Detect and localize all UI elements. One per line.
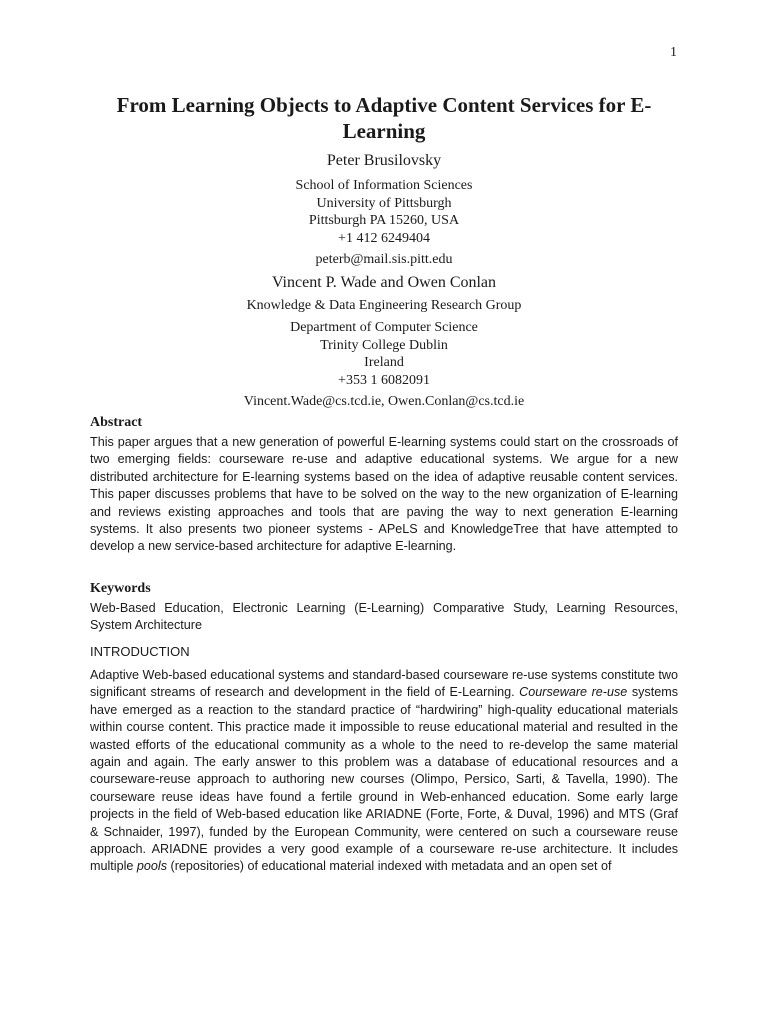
author-1-affiliation bbox=[90, 177, 678, 247]
intro-text-run: (repositories) of educational material indexed with metadata and an open set of bbox=[167, 859, 612, 874]
intro-emphasis-pools: pools bbox=[136, 859, 168, 874]
affiliation-line: +1 412 6249404 bbox=[338, 230, 430, 246]
author-2-email: Vincent.Wade@cs.tcd.ie, Owen.Conlan@cs.tcd.ie bbox=[243, 394, 525, 409]
abstract-heading: Abstract bbox=[90, 415, 143, 430]
paper-title: From Learning Objects to Adaptive Content Services for E-Learning bbox=[116, 93, 652, 143]
affiliation-line: Department of Computer Science bbox=[290, 320, 478, 335]
affiliation-line: +353 1 6082091 bbox=[338, 372, 430, 388]
intro-emphasis-courseware: Courseware re-use bbox=[519, 685, 628, 700]
affiliation-line: Pittsburgh PA 15260, USA bbox=[308, 213, 460, 228]
intro-text-run: systems have emerged as a reaction to the standard practice of “hardwiring” high-quality educational materials within course content. This practice made it impossible to reuse educational material and resulted in the wasted efforts of the educational community as a whole to the need to re-develop the same material again and again. The early answer to this problem was a database of educational resources and a courseware-reuse approach to authoring new courses (Olimpo, Persico, Sarti, & Tavella, 1990). The courseware reuse ideas have found a fertile ground in Web-enhanced education. Some early large projects in the field of Web-based education like ARIADNE (Forte, Forte, & Duval, 1996) and MTS (Graf & Schnaider, 1997), funded by the European Community, were centered on such a courseware reuse approach. ARIADNE provides a very good example of a courseware re-use architecture. It includes multiple bbox=[90, 685, 678, 874]
affiliation-line: University of Pittsburgh bbox=[316, 195, 452, 211]
keywords-text: Web-Based Education, Electronic Learning (E-Learning) Comparative Study, Learning Resources, System Architecture bbox=[90, 601, 678, 633]
page-number: 1 bbox=[670, 45, 677, 60]
introduction-paragraph bbox=[90, 667, 678, 876]
keywords-heading: Keywords bbox=[90, 581, 151, 596]
author-1-email: peterb@mail.sis.pitt.edu bbox=[315, 252, 453, 267]
abstract-text: This paper argues that a new generation of powerful E-learning systems could start on the crossroads of two emerging fields: courseware re-use and adaptive educational systems. We argue for a new distributed architecture for E-learning systems based on the idea of adaptive reusable content services. This paper discusses problems that have to be solved on the way to the new organization of E-learning and reviews existing approaches and tools that are paving the way to next generation E-learning systems. It also presents two pioneer systems - APeLS and KnowledgeTree that have attempted to develop a new service-based architecture for adaptive E-learning. bbox=[90, 435, 678, 554]
affiliation-line: School of Information Sciences bbox=[295, 178, 473, 193]
intro-text-run: Adaptive Web-based educational systems and standard-based courseware re-use systems constitute two significant streams of research and development in the field of E-Learning. bbox=[90, 668, 678, 700]
author-name-2: Vincent P. Wade and Owen Conlan bbox=[271, 274, 497, 291]
introduction-heading: INTRODUCTION bbox=[90, 644, 190, 659]
author-name-1: Peter Brusilovsky bbox=[326, 152, 442, 169]
affiliation-line: Trinity College Dublin bbox=[320, 337, 448, 353]
affiliation-line: Ireland bbox=[364, 355, 404, 370]
author-2-affiliation bbox=[90, 319, 678, 389]
research-group: Knowledge & Data Engineering Research Group bbox=[246, 298, 522, 313]
